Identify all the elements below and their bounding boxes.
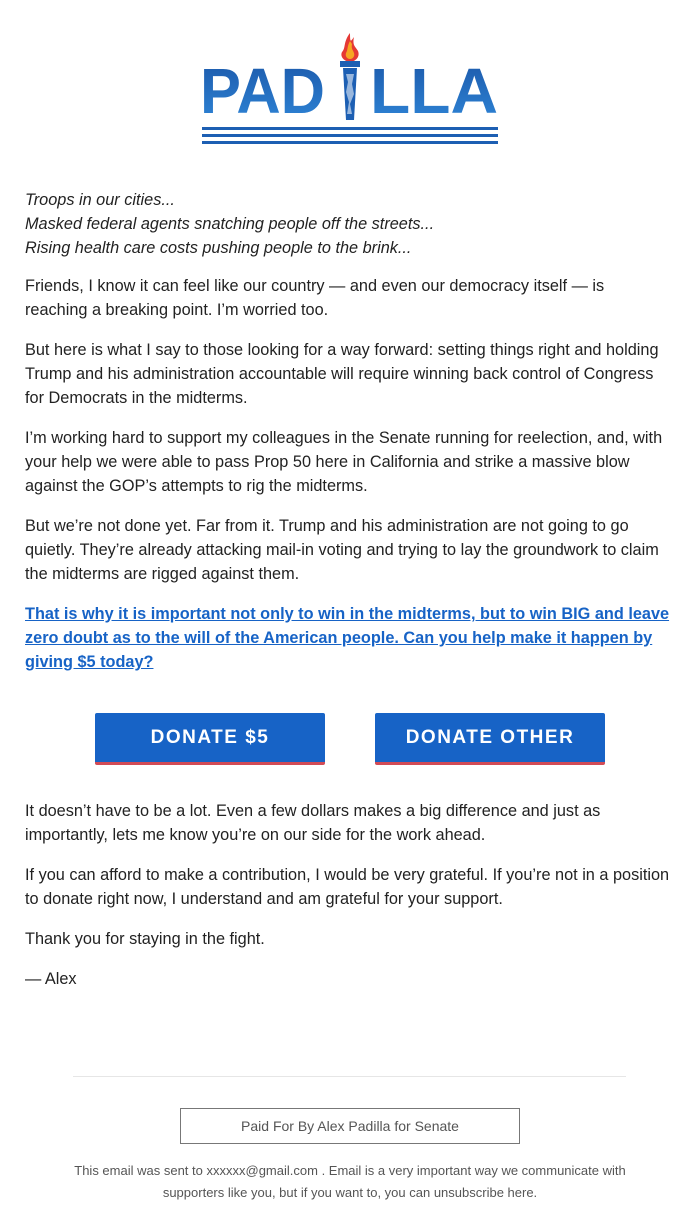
intro-lines: [25, 188, 670, 260]
paragraph: Friends, I know it can feel like our country — and even our democracy itself — is reaching a breaking point. I’m worried too.: [25, 277, 605, 319]
logo-underlines: [202, 127, 498, 148]
logo-label: [200, 28, 201, 29]
intro-line: Masked federal agents snatching people off the streets...: [25, 215, 435, 233]
paragraph: If you can afford to make a contribution, I would be very grateful. If you’re not in a position to donate right now, I understand and am grateful for your support.: [25, 866, 670, 908]
footer-sent-suffix: . Email is a very important way we communicate with supporters like you, but if you want to, you can: [162, 1163, 626, 1200]
logo-text-left: PAD: [200, 58, 325, 118]
paragraph: But we’re not done yet. Far from it. Trump and his administration are not going to go quietly. They’re already attacking mail-in voting and trying to lay the groundwork to claim the midterms are rigged against them.: [25, 517, 659, 583]
donate-5-button[interactable]: DONATE $5: [95, 713, 325, 765]
intro-line: Troops in our cities...: [25, 191, 175, 209]
footer-text: [60, 1160, 640, 1204]
email-body: [25, 188, 670, 690]
paragraph: I’m working hard to support my colleagues in the Senate running for reelection, and, with your help we were able to pass Prop 50 here in California and strike a massive blow against the GOP’s attempts to rig the midterms.: [25, 429, 663, 495]
email-closing: [25, 799, 670, 1007]
recipient-email-link[interactable]: xxxxxx@gmail.com: [206, 1163, 318, 1178]
donate-other-button[interactable]: DONATE OTHER: [375, 713, 605, 765]
footer-divider: [73, 1076, 626, 1077]
donate-cta-link[interactable]: That is why it is important not only to win in the midterms, but to win BIG and leave zero doubt as to the will of the American people. Can you help make it happen by giving $5 today?: [25, 605, 670, 671]
intro-line: Rising health care costs pushing people to the brink...: [25, 239, 412, 257]
unsubscribe-link[interactable]: unsubscribe here.: [433, 1185, 538, 1200]
logo-text-right: LLA: [370, 58, 498, 118]
paragraph: But here is what I say to those looking for a way forward: setting things right and holding Trump and his administration accountable will require winning back control of Congress for Democrats in the midterms.: [25, 341, 659, 407]
paid-for-disclaimer: Paid For By Alex Padilla for Senate: [180, 1108, 520, 1144]
signoff: — Alex: [25, 970, 77, 988]
paragraph: It doesn’t have to be a lot. Even a few dollars makes a big difference and just as importantly, lets me know you’re on our side for the work ahead.: [25, 802, 601, 844]
cta-paragraph: [25, 602, 670, 674]
paragraph: Thank you for staying in the fight.: [25, 930, 265, 948]
padilla-logo: [200, 28, 500, 146]
footer-sent-prefix: This email was sent to: [74, 1163, 203, 1178]
